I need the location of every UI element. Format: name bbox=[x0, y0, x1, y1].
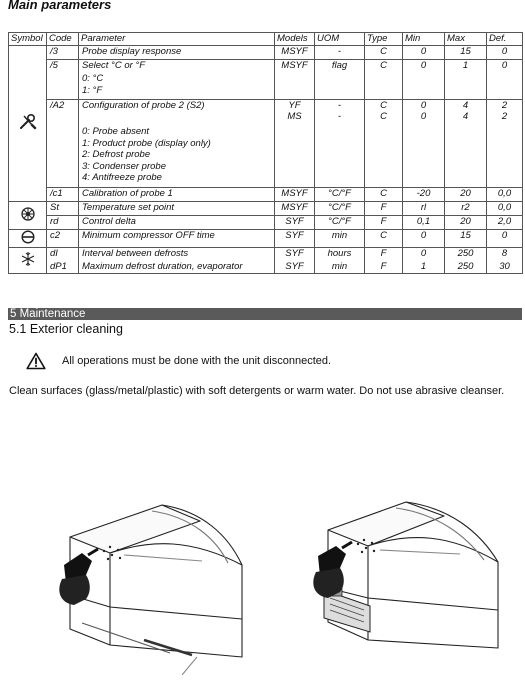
type-cell: F bbox=[365, 261, 403, 274]
uom-value: - bbox=[337, 111, 342, 123]
option-item: 1: Product probe (display only) bbox=[82, 137, 211, 149]
models-cell: SYF bbox=[275, 230, 315, 248]
min-cell bbox=[403, 100, 445, 188]
type-cell: C bbox=[365, 188, 403, 202]
parameter-cell: Probe display response bbox=[79, 46, 275, 60]
code-cell: /A2 bbox=[47, 100, 79, 188]
def-value: 2 bbox=[501, 100, 508, 111]
header-type: Type bbox=[365, 33, 403, 46]
parameter-label: Select °C or °F bbox=[82, 60, 146, 71]
cleaning-instructions: Clean surfaces (glass/metal/plastic) with soft detergents or warm water. Do not use abrasive cleanser. bbox=[9, 385, 505, 397]
uom-cell: °C/°F bbox=[315, 202, 365, 216]
parameter-cell bbox=[79, 100, 275, 188]
section-heading: 5 Maintenance bbox=[8, 308, 522, 320]
header-models: Models bbox=[275, 33, 315, 46]
min-value: 0 bbox=[420, 100, 427, 111]
min-cell: 0 bbox=[403, 248, 445, 261]
subsection-heading: 5.1 Exterior cleaning bbox=[9, 322, 123, 336]
code-cell: St bbox=[47, 202, 79, 216]
header-parameter: Parameter bbox=[79, 33, 275, 46]
uom-cell: °C/°F bbox=[315, 188, 365, 202]
def-cell: 8 bbox=[487, 248, 523, 261]
models-value: MS bbox=[287, 111, 302, 123]
header-min: Min bbox=[403, 33, 445, 46]
option-item: 3: Condenser probe bbox=[82, 160, 166, 172]
table-row bbox=[9, 248, 523, 261]
type-cell: C bbox=[365, 46, 403, 60]
min-cell: rl bbox=[403, 202, 445, 216]
def-cell: 30 bbox=[487, 261, 523, 274]
parameter-cell: Maximum defrost duration, evaporator bbox=[79, 261, 275, 274]
uom-cell: °C/°F bbox=[315, 216, 365, 230]
type-cell: C bbox=[365, 230, 403, 248]
wrench-screwdriver-icon bbox=[18, 112, 38, 132]
symbol-cell-defrost bbox=[9, 248, 47, 274]
parameter-cell: Interval between defrosts bbox=[79, 248, 275, 261]
min-cell: 0,1 bbox=[403, 216, 445, 230]
type-cell: F bbox=[365, 248, 403, 261]
def-value: 2 bbox=[501, 111, 508, 123]
symbol-cell-compressor bbox=[9, 230, 47, 248]
models-cell bbox=[275, 100, 315, 188]
min-cell: -20 bbox=[403, 188, 445, 202]
code-cell: /c1 bbox=[47, 188, 79, 202]
min-value: 0 bbox=[420, 111, 427, 123]
defrost-icon bbox=[20, 251, 36, 267]
models-cell: SYF bbox=[275, 261, 315, 274]
max-cell: 250 bbox=[445, 248, 487, 261]
table-row bbox=[9, 60, 523, 100]
type-cell: F bbox=[365, 216, 403, 230]
code-cell: dI bbox=[47, 248, 79, 261]
parameter-cell: Temperature set point bbox=[79, 202, 275, 216]
header-max: Max bbox=[445, 33, 487, 46]
table-row bbox=[9, 216, 523, 230]
warning-triangle-icon bbox=[26, 352, 46, 370]
type-value: C bbox=[380, 111, 387, 123]
uom-cell: hours bbox=[315, 248, 365, 261]
parameter-cell: Control delta bbox=[79, 216, 275, 230]
parameter-cell: Calibration of probe 1 bbox=[79, 188, 275, 202]
def-cell: 0,0 bbox=[487, 202, 523, 216]
code-cell: c2 bbox=[47, 230, 79, 248]
spray-bottle-icon bbox=[313, 539, 375, 598]
table-row bbox=[9, 188, 523, 202]
compressor-icon bbox=[21, 230, 35, 244]
type-cell: F bbox=[365, 202, 403, 216]
option-item: 2: Defrost probe bbox=[82, 149, 151, 161]
warning-note bbox=[26, 352, 331, 370]
option-item: 1: °F bbox=[82, 84, 103, 96]
table-header-row bbox=[9, 33, 523, 46]
counter-cleaning-illustration-left bbox=[52, 495, 252, 675]
type-cell: C bbox=[365, 60, 403, 100]
models-value: YF bbox=[288, 100, 301, 111]
uom-cell: - bbox=[315, 46, 365, 60]
counter-cleaning-illustration-right bbox=[310, 490, 510, 670]
max-cell: 20 bbox=[445, 188, 487, 202]
models-cell: MSYF bbox=[275, 188, 315, 202]
header-def: Def. bbox=[487, 33, 523, 46]
max-cell: 1 bbox=[445, 60, 487, 100]
page-title: Main parameters bbox=[8, 0, 112, 12]
models-cell: SYF bbox=[275, 248, 315, 261]
uom-cell bbox=[315, 100, 365, 188]
uom-cell: min bbox=[315, 261, 365, 274]
table-row bbox=[9, 202, 523, 216]
code-cell: /5 bbox=[47, 60, 79, 100]
code-cell: dP1 bbox=[47, 261, 79, 274]
min-cell: 0 bbox=[403, 230, 445, 248]
table-row bbox=[9, 261, 523, 274]
max-cell: 250 bbox=[445, 261, 487, 274]
option-item: 0: Probe absent bbox=[82, 126, 150, 138]
table-row bbox=[9, 100, 523, 188]
option-list bbox=[82, 73, 272, 96]
models-cell: MSYF bbox=[275, 46, 315, 60]
def-cell bbox=[487, 100, 523, 188]
table-row bbox=[9, 46, 523, 60]
min-cell: 0 bbox=[403, 46, 445, 60]
max-cell: 15 bbox=[445, 230, 487, 248]
symbol-cell-setpoint bbox=[9, 202, 47, 230]
max-cell: 15 bbox=[445, 46, 487, 60]
option-list bbox=[82, 126, 272, 183]
uom-cell: min bbox=[315, 230, 365, 248]
def-cell: 0 bbox=[487, 60, 523, 100]
parameter-cell: Minimum compressor OFF time bbox=[79, 230, 275, 248]
type-value: C bbox=[380, 100, 387, 111]
def-cell: 2,0 bbox=[487, 216, 523, 230]
option-item: 0: °C bbox=[82, 73, 104, 85]
models-cell: SYF bbox=[275, 216, 315, 230]
uom-value: - bbox=[337, 100, 342, 111]
def-cell: 0,0 bbox=[487, 188, 523, 202]
max-cell: 20 bbox=[445, 216, 487, 230]
uom-cell: flag bbox=[315, 60, 365, 100]
header-code: Code bbox=[47, 33, 79, 46]
def-cell: 0 bbox=[487, 230, 523, 248]
max-value: 4 bbox=[462, 100, 469, 111]
parameters-table bbox=[8, 32, 523, 274]
type-cell bbox=[365, 100, 403, 188]
header-uom: UOM bbox=[315, 33, 365, 46]
symbol-cell-tool bbox=[9, 46, 47, 202]
max-cell bbox=[445, 100, 487, 188]
header-symbol: Symbol bbox=[9, 33, 47, 46]
warning-text: All operations must be done with the unit disconnected. bbox=[62, 355, 332, 367]
min-cell: 0 bbox=[403, 60, 445, 100]
max-value: 4 bbox=[462, 111, 469, 123]
def-cell: 0 bbox=[487, 46, 523, 60]
code-cell: rd bbox=[47, 216, 79, 230]
parameter-cell bbox=[79, 60, 275, 100]
option-item: 4: Antifreeze probe bbox=[82, 172, 162, 184]
thermometer-star-icon bbox=[20, 206, 36, 222]
models-cell: MSYF bbox=[275, 60, 315, 100]
min-cell: 1 bbox=[403, 261, 445, 274]
code-cell: /3 bbox=[47, 46, 79, 60]
table-row bbox=[9, 230, 523, 248]
models-cell: MSYF bbox=[275, 202, 315, 216]
parameter-label: Configuration of probe 2 (S2) bbox=[82, 100, 205, 111]
max-cell: r2 bbox=[445, 202, 487, 216]
